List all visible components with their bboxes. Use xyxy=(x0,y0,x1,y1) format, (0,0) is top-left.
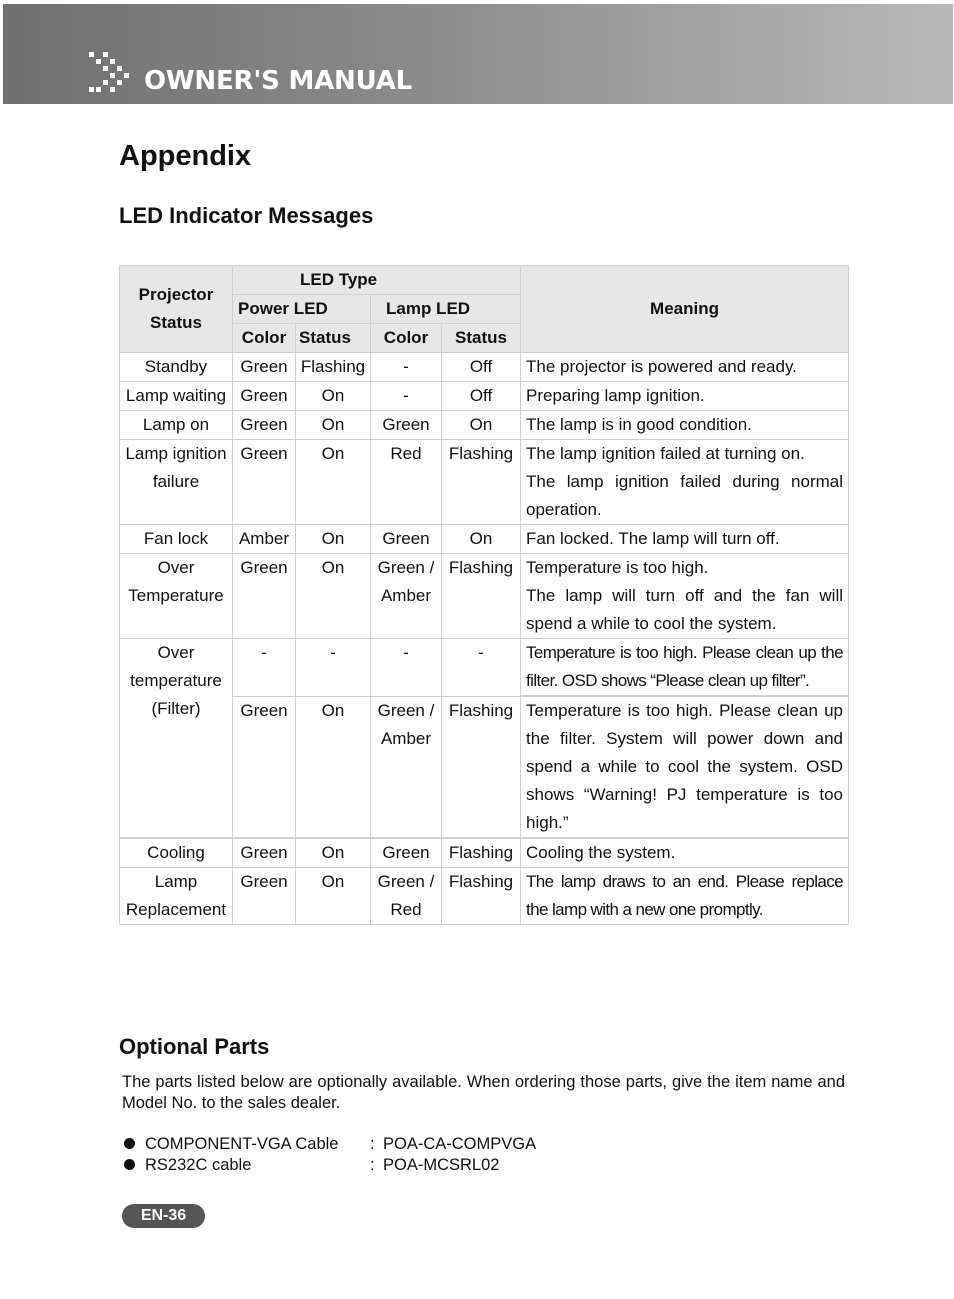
status-cell: Cooling xyxy=(120,838,233,868)
table-row xyxy=(120,525,849,554)
lamp-color-cell: Red xyxy=(371,440,442,525)
part-model: POA-MCSRL02 xyxy=(383,1156,500,1174)
meaning-cell: Temperature is too high. Please clean up the filter. System will power down and spend a while to cool the system. OSD shows “Warning! PJ temperature is too high.” xyxy=(521,696,849,838)
lamp-status-cell: - xyxy=(442,639,521,697)
power-color-cell: Green xyxy=(233,440,296,525)
table-row xyxy=(120,353,849,382)
table-row xyxy=(120,838,849,868)
bullet-icon xyxy=(124,1159,135,1170)
table-row xyxy=(120,639,849,697)
lamp-status-cell: Flashing xyxy=(442,838,521,868)
power-status-cell: On xyxy=(296,696,371,838)
projector-status-header: Projector Status xyxy=(120,266,233,353)
lamp-color-header: Color xyxy=(371,324,442,353)
meaning-cell xyxy=(521,440,849,525)
power-status-cell: Flashing xyxy=(296,353,371,382)
lamp-status-cell: On xyxy=(442,525,521,554)
power-color-cell: Amber xyxy=(233,525,296,554)
part-separator: : xyxy=(370,1135,375,1153)
header-banner xyxy=(3,4,953,104)
page-number-badge: EN-36 xyxy=(122,1204,205,1228)
power-color-cell: Green xyxy=(233,411,296,440)
power-status-cell: On xyxy=(296,440,371,525)
power-color-cell: Green xyxy=(233,696,296,838)
power-status-cell: On xyxy=(296,838,371,868)
table-row xyxy=(120,440,849,525)
lamp-status-cell: Flashing xyxy=(442,554,521,639)
lamp-color-cell: Green / Red xyxy=(371,868,442,925)
meaning-line: Temperature is too high. xyxy=(526,558,709,577)
meaning-cell: Preparing lamp ignition. xyxy=(521,382,849,411)
status-cell: Lamp on xyxy=(120,411,233,440)
status-cell: Over Temperature xyxy=(120,554,233,639)
power-color-cell: Green xyxy=(233,382,296,411)
lamp-color-cell: Green xyxy=(371,411,442,440)
page-title: Appendix xyxy=(119,140,252,172)
power-color-cell: - xyxy=(233,639,296,697)
lamp-led-header: Lamp LED xyxy=(371,295,521,324)
power-status-cell: On xyxy=(296,868,371,925)
lamp-color-cell: Green / Amber xyxy=(371,554,442,639)
manual-title: OWNER'S MANUAL xyxy=(144,66,413,96)
status-cell: Fan lock xyxy=(120,525,233,554)
lamp-status-header: Status xyxy=(442,324,521,353)
meaning-cell: Temperature is too high. Please clean up the filter. OSD shows “Please clean up filter”. xyxy=(521,639,849,697)
status-cell: Lamp Replacement xyxy=(120,868,233,925)
meaning-cell: The projector is powered and ready. xyxy=(521,353,849,382)
status-cell: Over temperature (Filter) xyxy=(120,639,233,839)
lamp-color-cell: - xyxy=(371,353,442,382)
power-color-header: Color xyxy=(233,324,296,353)
led-type-header: LED Type xyxy=(233,266,521,295)
power-status-cell: On xyxy=(296,554,371,639)
meaning-cell: Cooling the system. xyxy=(521,838,849,868)
status-cell: Standby xyxy=(120,353,233,382)
lamp-color-cell: - xyxy=(371,639,442,697)
list-item xyxy=(124,1134,536,1155)
power-color-cell: Green xyxy=(233,353,296,382)
lamp-status-cell: Off xyxy=(442,353,521,382)
led-section-title: LED Indicator Messages xyxy=(119,203,374,228)
part-model: POA-CA-COMPVGA xyxy=(383,1135,537,1153)
lamp-status-cell: Off xyxy=(442,382,521,411)
part-separator: : xyxy=(370,1156,375,1174)
meaning-line: The lamp ignition failed during normal operation. xyxy=(526,472,844,519)
meaning-header: Meaning xyxy=(521,266,849,353)
part-name: COMPONENT-VGA Cable xyxy=(145,1135,339,1153)
status-cell: Lamp ignition failure xyxy=(120,440,233,525)
lamp-status-cell: Flashing xyxy=(442,696,521,838)
list-item xyxy=(124,1155,499,1176)
power-status-cell: On xyxy=(296,525,371,554)
lamp-status-cell: Flashing xyxy=(442,440,521,525)
power-color-cell: Green xyxy=(233,554,296,639)
led-indicator-table xyxy=(119,265,849,925)
power-status-cell: On xyxy=(296,411,371,440)
status-cell: Lamp waiting xyxy=(120,382,233,411)
lamp-status-cell: On xyxy=(442,411,521,440)
meaning-cell: Fan locked. The lamp will turn off. xyxy=(521,525,849,554)
optional-parts-intro: The parts listed below are optionally available. When ordering those parts, give the item name and Model No. to the sales dealer. xyxy=(122,1073,845,1112)
meaning-cell: The lamp draws to an end. Please replace the lamp with a new one promptly. xyxy=(521,868,849,925)
lamp-color-cell: Green xyxy=(371,838,442,868)
meaning-line: The lamp will turn off and the fan will spend a while to cool the system. xyxy=(526,586,844,633)
power-color-cell: Green xyxy=(233,838,296,868)
part-name: RS232C cable xyxy=(145,1156,252,1174)
table-row xyxy=(120,411,849,440)
meaning-cell: The lamp is in good condition. xyxy=(521,411,849,440)
bullet-icon xyxy=(124,1138,135,1149)
chevron-pixel-icon xyxy=(87,50,131,94)
lamp-color-cell: - xyxy=(371,382,442,411)
table-row xyxy=(120,382,849,411)
power-status-cell: On xyxy=(296,382,371,411)
power-status-cell: - xyxy=(296,639,371,697)
optional-parts-title: Optional Parts xyxy=(119,1034,270,1059)
power-led-header: Power LED xyxy=(233,295,371,324)
table-row xyxy=(120,554,849,639)
lamp-color-cell: Green xyxy=(371,525,442,554)
power-status-header: Status xyxy=(296,324,371,353)
table-row xyxy=(120,868,849,925)
lamp-status-cell: Flashing xyxy=(442,868,521,925)
meaning-line: The lamp ignition failed at turning on. xyxy=(526,444,805,463)
meaning-cell xyxy=(521,554,849,639)
lamp-color-cell: Green / Amber xyxy=(371,696,442,838)
power-color-cell: Green xyxy=(233,868,296,925)
